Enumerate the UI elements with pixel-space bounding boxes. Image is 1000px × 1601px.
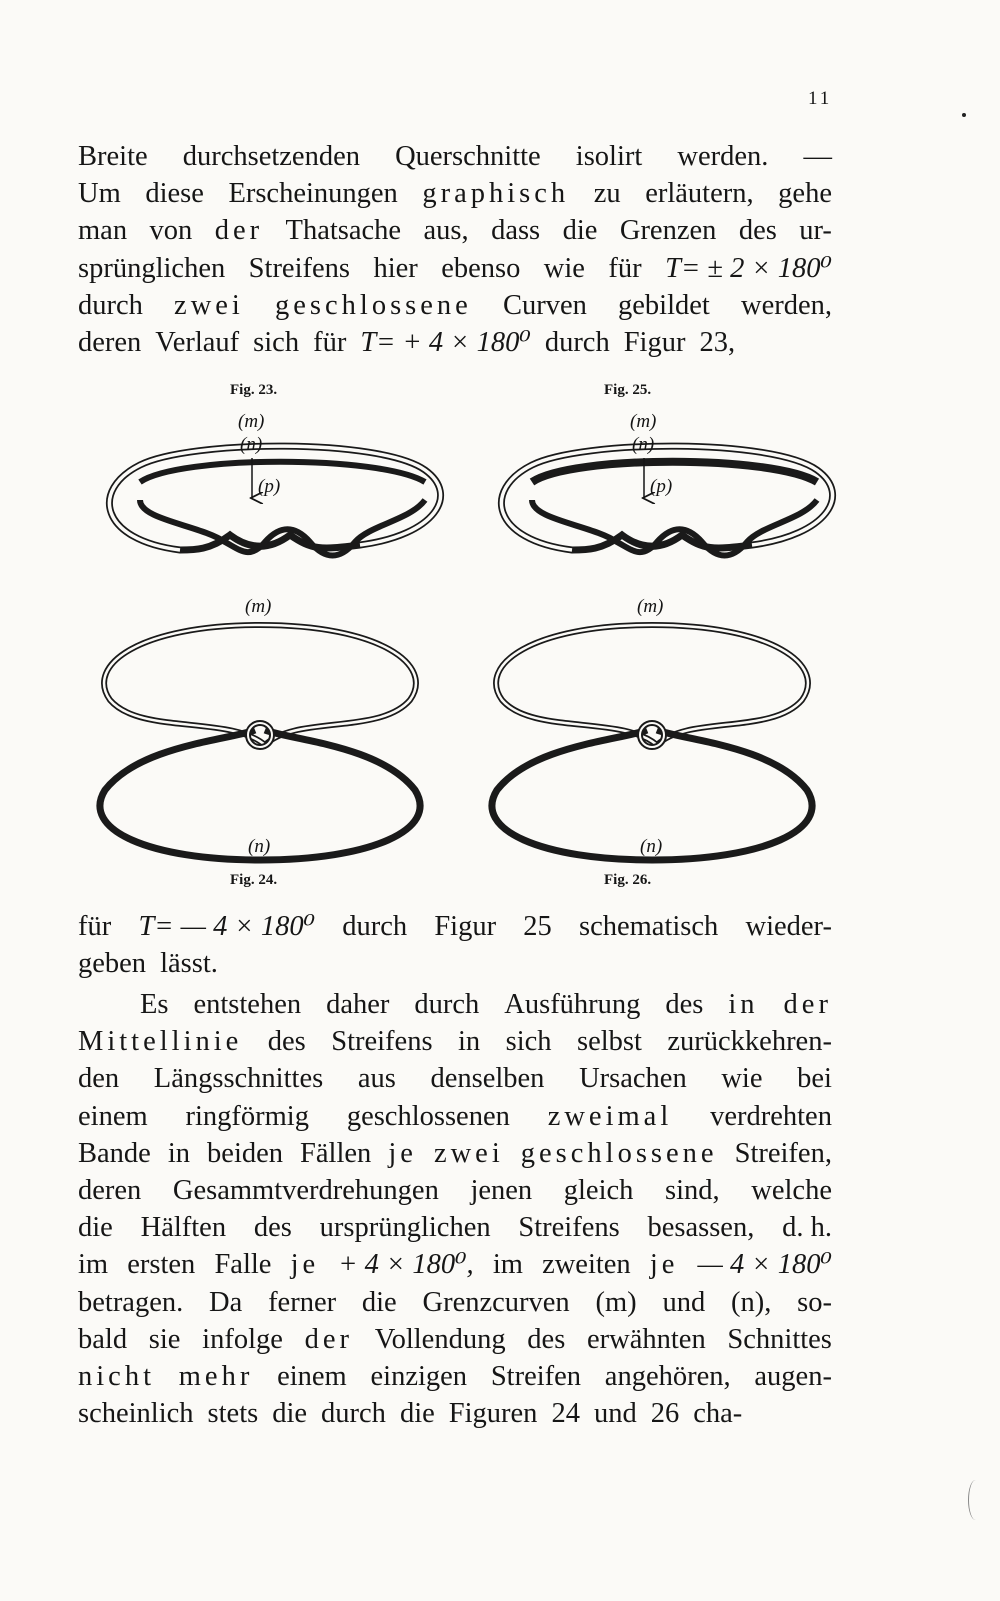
text-line	[78, 287, 832, 324]
word: deren	[78, 327, 142, 359]
word: zwei	[174, 289, 244, 321]
figure-23	[109, 411, 440, 556]
word: Hälften	[140, 1212, 227, 1244]
word: bei	[797, 1063, 832, 1095]
word: Figur	[623, 327, 686, 359]
word: 25	[523, 911, 552, 942]
word: diese	[145, 178, 204, 210]
word: je	[290, 1249, 320, 1281]
word: cha-	[693, 1398, 743, 1430]
word: Längsschnittes	[153, 1063, 324, 1095]
word: Thatsache	[285, 215, 402, 247]
fig23-label-m: (m)	[238, 411, 265, 432]
word: (m)	[595, 1286, 637, 1318]
word: sprünglichen	[78, 252, 226, 284]
text-line	[78, 945, 832, 982]
word: infolge	[202, 1323, 283, 1355]
fig23-label-p: (p)	[258, 476, 281, 497]
word: daher	[326, 989, 390, 1020]
fig25-label-m: (m)	[630, 411, 657, 432]
word: erwähnten	[587, 1323, 706, 1355]
text-line	[78, 1395, 832, 1432]
caption-fig-25: Fig. 25.	[604, 382, 652, 398]
word: (n),	[730, 1286, 772, 1318]
word: Grenzcurven	[422, 1286, 570, 1318]
fig26-curve-m	[496, 625, 808, 745]
word: Um	[78, 178, 121, 210]
word: der	[304, 1323, 353, 1355]
paragraph-intro	[78, 138, 832, 361]
word: sind,	[665, 1175, 720, 1207]
word: des	[267, 1026, 306, 1058]
word: Streifens	[248, 252, 350, 284]
word: Falle	[214, 1249, 272, 1281]
word: einem	[78, 1100, 148, 1132]
word: angehören,	[604, 1361, 731, 1393]
text-line	[78, 175, 832, 212]
word: in	[167, 1137, 191, 1169]
word: gebildet	[618, 289, 710, 321]
word: geschlossene	[275, 289, 472, 321]
word: die	[78, 1212, 113, 1244]
word: ebenso	[441, 252, 521, 284]
fig24-label-n: (n)	[248, 836, 271, 857]
word: Ausführung	[504, 989, 641, 1020]
word: wieder-	[745, 911, 832, 942]
word: Schnittes	[727, 1323, 832, 1355]
word: T= ± 2 × 180⁰	[665, 252, 832, 284]
word: wie	[721, 1063, 763, 1095]
word: Streifen,	[734, 1137, 832, 1169]
text-line	[78, 986, 832, 1023]
paragraph-fig25-reference	[78, 908, 832, 982]
word: T= + 4 × 180⁰	[360, 327, 531, 359]
word: sich	[253, 327, 300, 359]
text-line	[78, 1098, 832, 1135]
word: gleich	[563, 1175, 634, 1207]
word: 26	[650, 1398, 680, 1430]
word: ursprünglichen	[319, 1212, 491, 1244]
word: die	[562, 215, 598, 247]
word: Figuren	[448, 1398, 538, 1430]
fig24-label-m: (m)	[245, 596, 272, 617]
text-line	[78, 250, 832, 287]
word: des	[527, 1323, 566, 1355]
word: Gesammtverdrehungen	[172, 1175, 439, 1207]
fig26-label-n: (n)	[640, 836, 663, 857]
word: zurückkehren-	[667, 1026, 832, 1058]
word: denselben	[430, 1063, 545, 1095]
word: in	[458, 1026, 481, 1058]
word: aus,	[423, 215, 469, 247]
caption-fig-23: Fig. 23.	[230, 382, 278, 398]
word: ersten	[127, 1249, 196, 1281]
fig25-label-n: (n)	[632, 434, 655, 455]
word: Streifens	[331, 1026, 433, 1058]
word: für	[313, 327, 347, 359]
fig23-label-n: (n)	[240, 434, 263, 455]
text-line	[78, 1358, 832, 1395]
word: sich	[505, 1026, 552, 1058]
fig24-curve-m	[104, 625, 416, 745]
text-line	[78, 1172, 832, 1209]
word: besassen,	[647, 1212, 755, 1244]
text-line	[78, 1321, 832, 1358]
word: für	[78, 911, 112, 942]
word: des	[253, 1212, 292, 1244]
text-line	[78, 138, 832, 175]
word: Erscheinungen	[228, 178, 398, 210]
text-line	[78, 212, 832, 249]
page-number: 11	[808, 88, 833, 109]
word: Es	[140, 989, 169, 1020]
word: Figur	[434, 911, 497, 942]
word: aus	[357, 1063, 396, 1095]
word: Curven	[502, 289, 587, 321]
word: isolirt	[575, 141, 643, 172]
word: beiden	[207, 1137, 284, 1169]
word: gehe	[778, 178, 832, 210]
word: T= — 4 × 180⁰	[138, 911, 316, 942]
word: je	[649, 1249, 679, 1281]
word: so-	[797, 1286, 832, 1318]
figures-panel	[80, 400, 840, 870]
word: durch	[414, 989, 480, 1020]
word: durchsetzenden	[182, 141, 360, 172]
word: ferner	[268, 1286, 337, 1318]
figure-26	[492, 596, 812, 860]
word: zu	[593, 178, 621, 210]
word: Da	[209, 1286, 243, 1318]
word: des	[665, 989, 704, 1020]
word: im	[78, 1249, 109, 1281]
word: die	[399, 1398, 435, 1430]
word: durch	[544, 327, 610, 359]
word: Ursachen	[579, 1063, 687, 1095]
word: graphisch	[422, 178, 570, 210]
figure-24	[100, 596, 420, 860]
word: deren	[78, 1175, 142, 1207]
word: jenen	[470, 1175, 533, 1207]
word: stets	[207, 1398, 259, 1430]
word: Querschnitte	[395, 141, 541, 172]
margin-speck	[962, 113, 966, 117]
word: augen-	[754, 1361, 832, 1393]
word: betragen.	[78, 1286, 184, 1318]
text-line	[78, 1135, 832, 1172]
word: je	[388, 1137, 417, 1169]
word: einem	[277, 1361, 347, 1393]
text-line	[78, 1060, 832, 1097]
word: die	[272, 1398, 308, 1430]
word: Streifens	[518, 1212, 620, 1244]
word: ur-	[799, 215, 832, 247]
paragraph-main	[78, 986, 832, 1432]
word: welche	[751, 1175, 832, 1207]
word: der	[214, 215, 264, 247]
word: durch	[342, 911, 408, 942]
word: des	[738, 215, 777, 247]
word: für	[608, 252, 642, 284]
word: Grenzen	[619, 215, 717, 247]
word: zwei	[433, 1137, 504, 1169]
word: im	[492, 1249, 523, 1281]
word: Mittellinie	[78, 1026, 243, 1058]
word: die	[361, 1286, 397, 1318]
word: von	[149, 215, 193, 247]
text-line	[78, 1246, 832, 1283]
word: —	[803, 141, 832, 172]
word: dass	[491, 215, 541, 247]
word: der	[783, 989, 832, 1020]
text-line	[78, 1284, 832, 1321]
word: Bande	[78, 1137, 151, 1169]
word: Verlauf	[155, 327, 240, 359]
word: ringförmig	[185, 1100, 309, 1132]
word: wie	[543, 252, 585, 284]
word: scheinlich	[78, 1398, 194, 1430]
word: hier	[373, 252, 418, 284]
word: in	[728, 989, 759, 1020]
word: + 4 × 180⁰,	[338, 1249, 474, 1281]
word: Streifen	[490, 1361, 582, 1393]
fig26-label-m: (m)	[637, 596, 664, 617]
word: einzigen	[370, 1361, 468, 1393]
word: lässt.	[160, 948, 218, 980]
word: entstehen	[193, 989, 302, 1020]
word: 23,	[699, 327, 736, 359]
word: Fällen	[300, 1137, 372, 1169]
word: und	[662, 1286, 706, 1318]
word: durch	[78, 289, 143, 321]
word: erläutern,	[645, 178, 754, 210]
word: zweimal	[547, 1100, 673, 1132]
text-line	[78, 908, 832, 945]
word: geschlossenen	[346, 1100, 510, 1132]
fig25-label-p: (p)	[650, 476, 673, 497]
word: und	[593, 1398, 637, 1430]
word: zweiten	[542, 1249, 631, 1281]
word: d. h.	[782, 1212, 832, 1244]
word: Vollendung	[374, 1323, 506, 1355]
word: mehr	[178, 1361, 254, 1393]
word: sie	[148, 1323, 181, 1355]
edge-mark	[968, 1480, 983, 1520]
word: werden.	[677, 141, 769, 172]
word: werden,	[741, 289, 832, 321]
figure-25	[501, 411, 832, 556]
word: nicht	[78, 1361, 155, 1393]
word: durch	[321, 1398, 386, 1430]
word: den	[78, 1063, 120, 1095]
word: geschlossene	[520, 1137, 718, 1169]
word: schematisch	[579, 911, 719, 942]
word: Breite	[78, 141, 148, 172]
text-line	[78, 1023, 832, 1060]
word: 24	[551, 1398, 580, 1430]
caption-fig-24: Fig. 24.	[230, 872, 278, 888]
word: bald	[78, 1323, 128, 1355]
word: verdrehten	[710, 1100, 832, 1132]
caption-fig-26: Fig. 26.	[604, 872, 652, 888]
word: man	[78, 215, 128, 247]
text-line	[78, 1209, 832, 1246]
word: selbst	[577, 1026, 642, 1058]
word: — 4 × 180⁰	[697, 1249, 832, 1281]
text-line	[78, 324, 832, 361]
word: geben	[78, 948, 147, 980]
